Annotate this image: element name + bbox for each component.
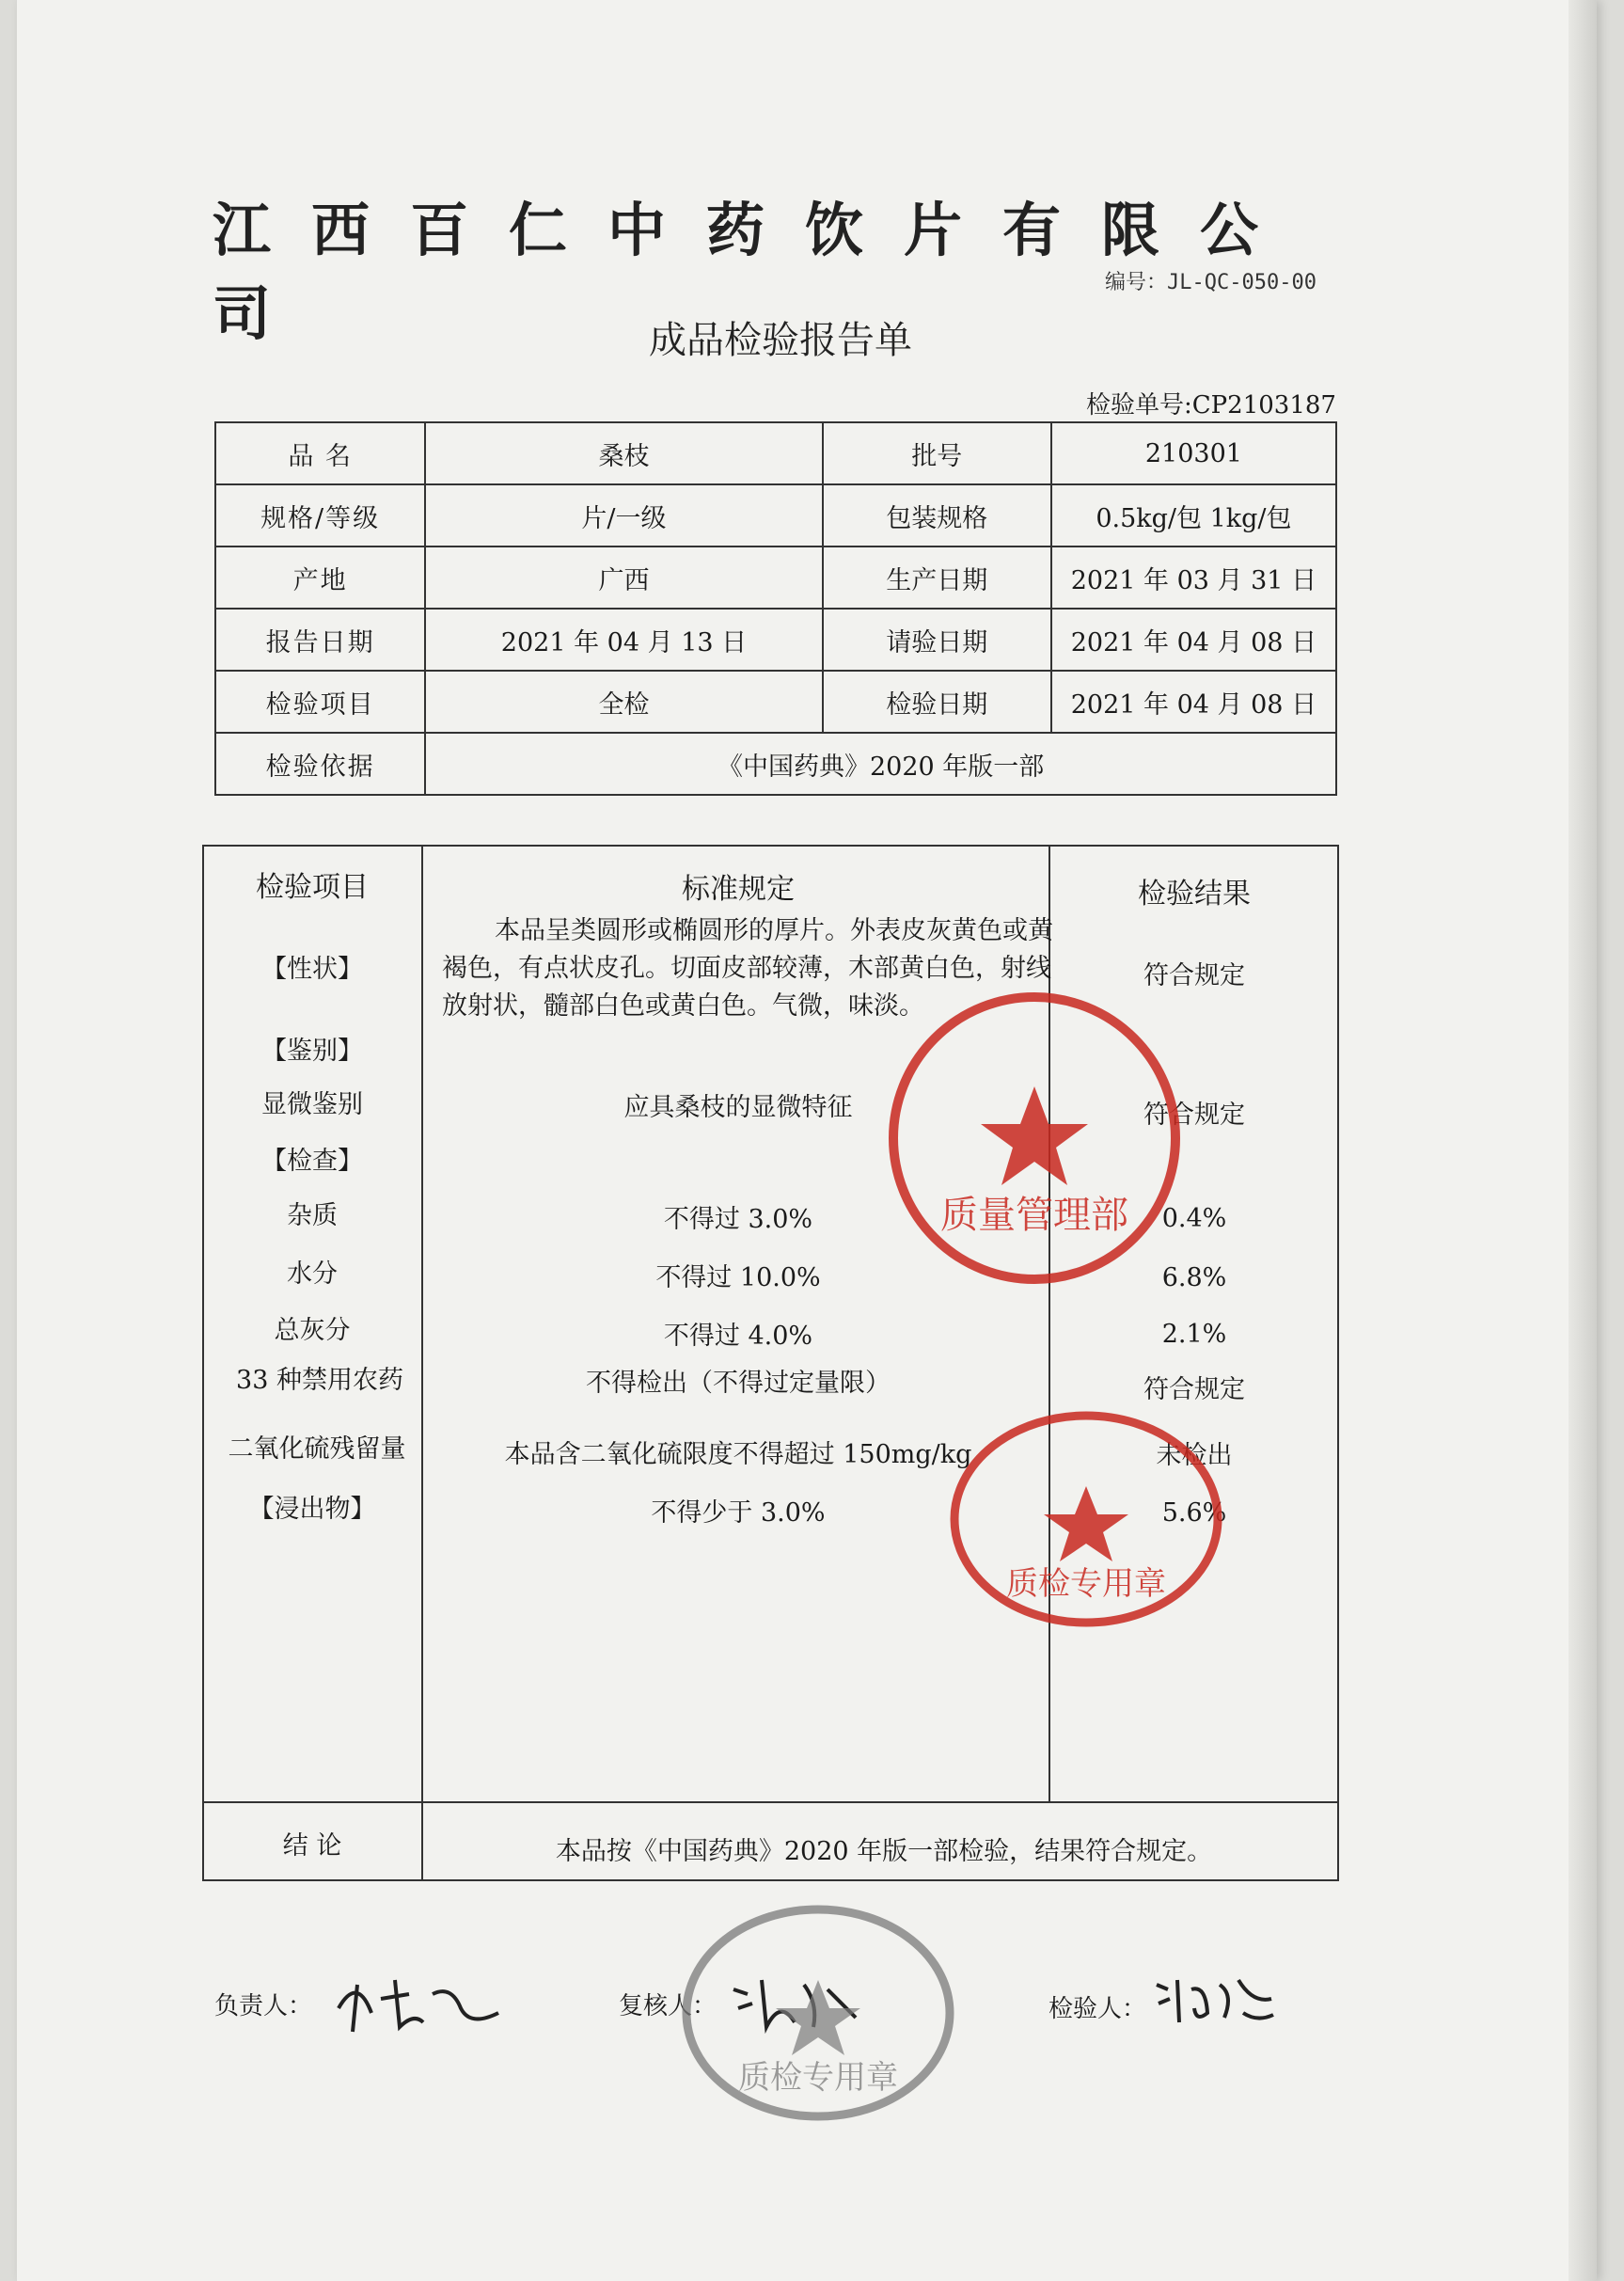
col-header-item: 检验项目: [256, 871, 369, 904]
conclusion-text: 本品按《中国药典》2020 年版一部检验，结果符合规定。: [555, 1837, 1213, 1866]
row-item: 杂质: [287, 1201, 338, 1230]
row-item: 【浸出物】: [248, 1495, 376, 1524]
company-name: 江西百仁中药饮片有限公司: [213, 196, 1300, 348]
item-value: 全检: [425, 671, 822, 733]
row-divider: [202, 1801, 1337, 1803]
reviewer-label: 复核人：: [619, 1992, 717, 2020]
row-item: 水分: [287, 1259, 338, 1289]
prod-date-value: 2021 年 03 月 31 日: [1051, 546, 1336, 609]
test-date-label: 检验日期: [823, 671, 1051, 733]
name-value: 桑枝: [425, 422, 822, 484]
row-result: 未检出: [1156, 1441, 1233, 1470]
info-table: [214, 421, 1337, 796]
req-date-label: 请验日期: [823, 609, 1051, 671]
col-header-standard: 标准规定: [682, 873, 795, 906]
batch-label: 批号: [823, 422, 1051, 484]
conclusion-label: 结 论: [282, 1831, 342, 1861]
pack-value: 0.5kg/包 1kg/包: [1051, 484, 1336, 546]
batch-value: 210301: [1051, 422, 1336, 484]
item-label: 检验项目: [215, 671, 425, 733]
spec-value: 片/一级: [425, 484, 822, 546]
report-title: 成品检验报告单: [649, 319, 912, 362]
origin-label: 产地: [215, 546, 425, 609]
svg-text:质检专用章: 质检专用章: [738, 2059, 898, 2097]
row-result: 0.4%: [1161, 1204, 1227, 1233]
svg-text:质量管理部: 质量管理部: [940, 1194, 1128, 1237]
row-item: 二氧化硫残留量: [228, 1434, 406, 1464]
row-result: 2.1%: [1161, 1320, 1227, 1349]
row-standard: 不得检出（不得过定量限）: [586, 1369, 891, 1398]
row-standard: 不得过 3.0%: [663, 1205, 813, 1234]
responsible-signature-icon: [329, 1956, 508, 2041]
row-result: 6.8%: [1161, 1263, 1227, 1292]
row-standard: 应具桑枝的显微特征: [623, 1093, 853, 1122]
name-label: 品 名: [215, 422, 425, 484]
form-code: 编号：JL-QC-050-00: [1105, 271, 1317, 294]
svg-text:质检专用章: 质检专用章: [1006, 1565, 1166, 1603]
basis-value: 《中国药典》2020 年版一部: [425, 733, 1336, 795]
prod-date-label: 生产日期: [823, 546, 1051, 609]
table-row: [215, 546, 1336, 609]
report-date-label: 报告日期: [215, 609, 425, 671]
table-row: [215, 671, 1336, 733]
inspector-label: 检验人：: [1049, 1995, 1147, 2023]
row-item: 【检查】: [261, 1147, 363, 1176]
row-item: 总灰分: [274, 1316, 351, 1345]
grey-inspection-stamp-icon: [677, 1900, 959, 2126]
quality-dept-stamp-icon: [879, 983, 1190, 1293]
row-item: 【鉴别】: [261, 1037, 363, 1066]
table-row: [215, 609, 1336, 671]
pack-label: 包装规格: [823, 484, 1051, 546]
test-date-value: 2021 年 04 月 08 日: [1051, 671, 1336, 733]
row-result: 符合规定: [1143, 1375, 1245, 1404]
row-result: 符合规定: [1143, 1101, 1245, 1130]
table-row: [215, 422, 1336, 484]
row-item: 33 种禁用农药: [236, 1366, 403, 1395]
row-item: 显微鉴别: [261, 1090, 363, 1119]
paper-edge: [1569, 0, 1597, 2281]
row-standard: 不得过 4.0%: [663, 1322, 813, 1351]
row-item: 【性状】: [261, 955, 363, 984]
row-standard: 本品含二氧化硫限度不得超过 150mg/kg: [504, 1440, 972, 1469]
responsible-label: 负责人：: [214, 1992, 313, 2020]
report-date-value: 2021 年 04 月 13 日: [425, 609, 822, 671]
description-standard: 本品呈类圆形或椭圆形的厚片。外表皮灰黄色或黄褐色，有点状皮孔。切面皮部较薄，木部黄白色，射线放射状，髓部白色或黄白色。气微，味淡。: [442, 916, 1053, 1021]
row-standard: 不得过 10.0%: [655, 1263, 821, 1292]
row-result: 5.6%: [1161, 1498, 1227, 1528]
table-row: [215, 484, 1336, 546]
col-header-result: 检验结果: [1138, 878, 1251, 911]
report-number: 检验单号:CP2103187: [1086, 391, 1336, 420]
basis-label: 检验依据: [215, 733, 425, 795]
row-standard: 不得少于 3.0%: [651, 1498, 826, 1528]
origin-value: 广西: [425, 546, 822, 609]
row-result: 符合规定: [1143, 961, 1245, 990]
req-date-value: 2021 年 04 月 08 日: [1051, 609, 1336, 671]
inspection-stamp-icon: [945, 1406, 1227, 1632]
table-row: [215, 733, 1336, 795]
inspector-signature-icon: [1149, 1966, 1281, 2032]
spec-label: 规格/等级: [215, 484, 425, 546]
